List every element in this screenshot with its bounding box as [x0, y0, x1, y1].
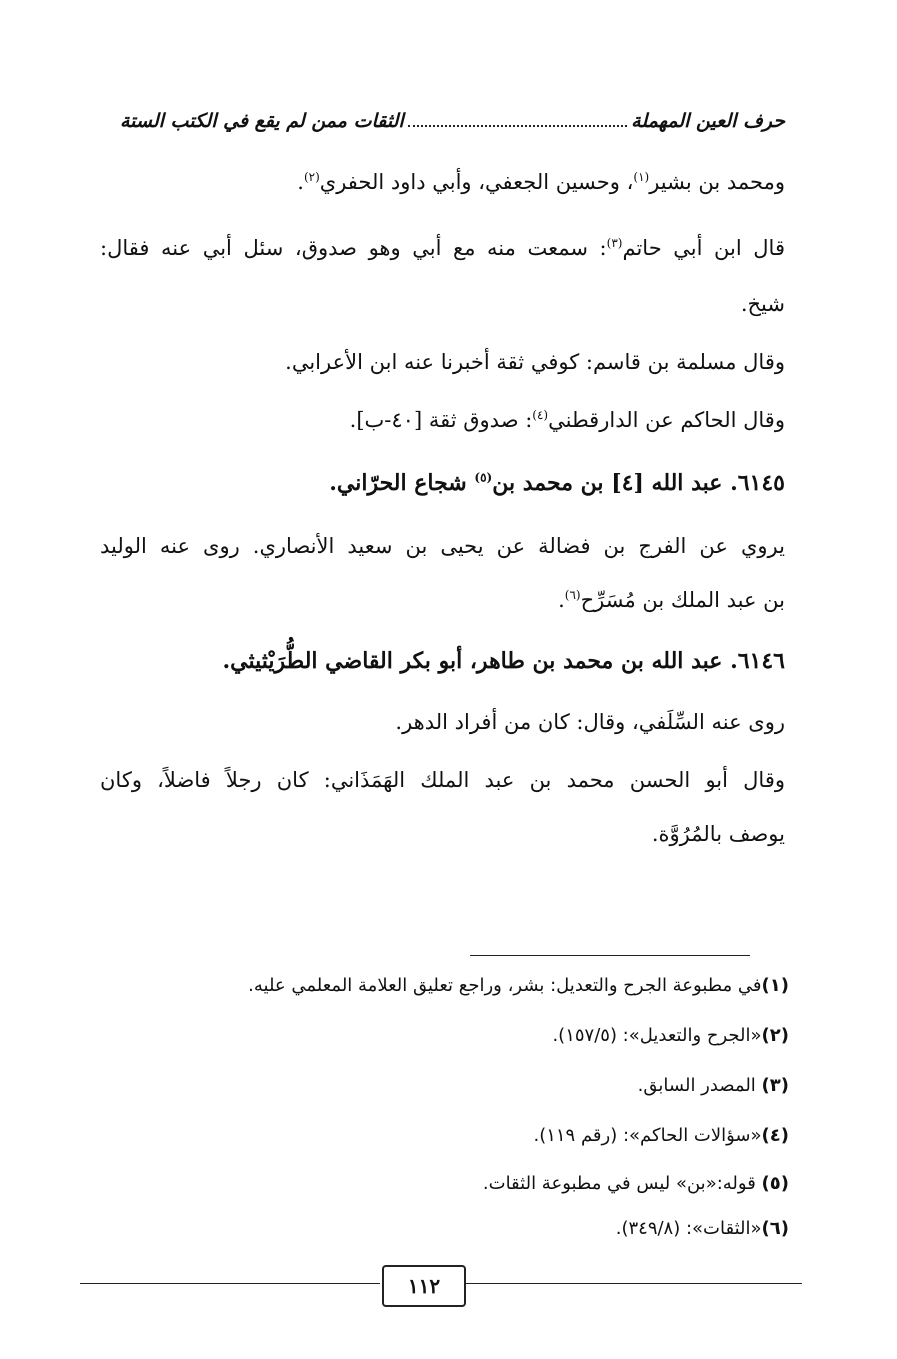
text-span: ومحمد بن بشير — [649, 170, 785, 194]
footnote-separator — [470, 955, 750, 956]
footnote-5 — [483, 1173, 789, 1194]
entry-name: عبد الله [٤] بن محمد بن — [492, 470, 723, 496]
text-line-2 — [100, 236, 785, 261]
footnote-ref: (٣) — [606, 236, 623, 250]
footnote-text: قوله:«بن» ليس في مطبوعة الثقات. — [482, 1173, 762, 1194]
text-span: قال ابن أبي حاتم — [622, 236, 785, 260]
text-line-10: يوصف بالمُرُوَّة. — [651, 822, 785, 846]
footnote-2 — [552, 1025, 789, 1046]
entry-number: ٦١٤٦. — [730, 648, 785, 674]
footnote-text: في مطبوعة الجرح والتعديل: بشر، وراجع تعليق العلامة المعلمي عليه. — [248, 975, 762, 996]
text-line-9: وقال أبو الحسن محمد بن عبد الملك الهَمَذَاني: كان رجلاً فاضلاً، وكان — [100, 768, 785, 792]
text-line-4: وقال مسلمة بن قاسم: كوفي ثقة أخبرنا عنه ابن الأعرابي. — [285, 350, 785, 374]
entry-name: شجاع الحرّاني. — [329, 470, 475, 496]
footnote-ref: (٦) — [564, 588, 581, 602]
entry-heading-6146 — [222, 648, 785, 674]
text-line-6: يروي عن الفرج بن فضالة عن يحيى بن سعيد الأنصاري. روى عنه الوليد — [100, 534, 785, 558]
text-line-1 — [297, 170, 785, 195]
footnote-text: «الثقات»: (٣٤٩/٨). — [615, 1218, 762, 1239]
page-number: ١١٢ — [382, 1265, 466, 1307]
footnote-text: «سؤالات الحاكم»: (رقم ١١٩). — [533, 1125, 762, 1146]
footnote-ref: (١) — [633, 170, 650, 184]
footnote-text: «الجرح والتعديل»: (١٥٧/٥). — [552, 1025, 762, 1046]
entry-name: عبد الله بن محمد بن طاهر، أبو بكر القاضي الطُّرَيْثيثي. — [222, 648, 723, 674]
footnote-1 — [248, 975, 789, 996]
text-span: : صدوق ثقة [٤٠-ب]. — [349, 408, 533, 432]
text-span: : سمعت منه مع أبي وهو صدوق، سئل أبي عنه فقال: — [100, 236, 607, 260]
footnote-ref: (٥) — [474, 470, 493, 485]
text-span: ، وحسين الجعفي، وأبي داود الحفري — [319, 170, 634, 194]
text-line-3: شيخ. — [740, 292, 785, 316]
entry-number: ٦١٤٥. — [730, 470, 785, 496]
footnote-3 — [638, 1075, 789, 1096]
footnote-ref: (٤) — [532, 408, 549, 422]
running-header — [120, 110, 785, 132]
header-dots — [408, 113, 627, 127]
footnote-text: المصدر السابق. — [637, 1075, 762, 1096]
footer-rule-left — [80, 1283, 380, 1284]
text-line-5 — [350, 408, 785, 433]
footnote-number: (٢) — [761, 1025, 789, 1046]
text-line-7 — [558, 588, 785, 613]
footnote-4 — [533, 1125, 789, 1146]
footer-rule-right — [462, 1283, 802, 1284]
header-chapter: حرف العين المهملة — [631, 110, 785, 132]
text-span: . — [558, 588, 565, 612]
footnote-number: (٣) — [761, 1075, 789, 1096]
footnote-number: (٦) — [761, 1218, 789, 1239]
text-span: بن عبد الملك بن مُسَرِّح — [580, 588, 785, 612]
text-span: . — [297, 170, 304, 194]
footnote-ref: (٢) — [303, 170, 320, 184]
footnote-number: (٤) — [761, 1125, 789, 1146]
footnote-number: (٥) — [761, 1173, 789, 1194]
footnote-number: (١) — [761, 975, 789, 996]
text-line-8: روى عنه السِّلَفي، وقال: كان من أفراد الدهر. — [395, 710, 785, 734]
entry-heading-6145 — [329, 470, 785, 496]
header-book-title: الثقات ممن لم يقع في الكتب الستة — [120, 110, 404, 132]
text-span: وقال الحاكم عن الدارقطني — [548, 408, 785, 432]
footnote-6 — [616, 1218, 789, 1239]
